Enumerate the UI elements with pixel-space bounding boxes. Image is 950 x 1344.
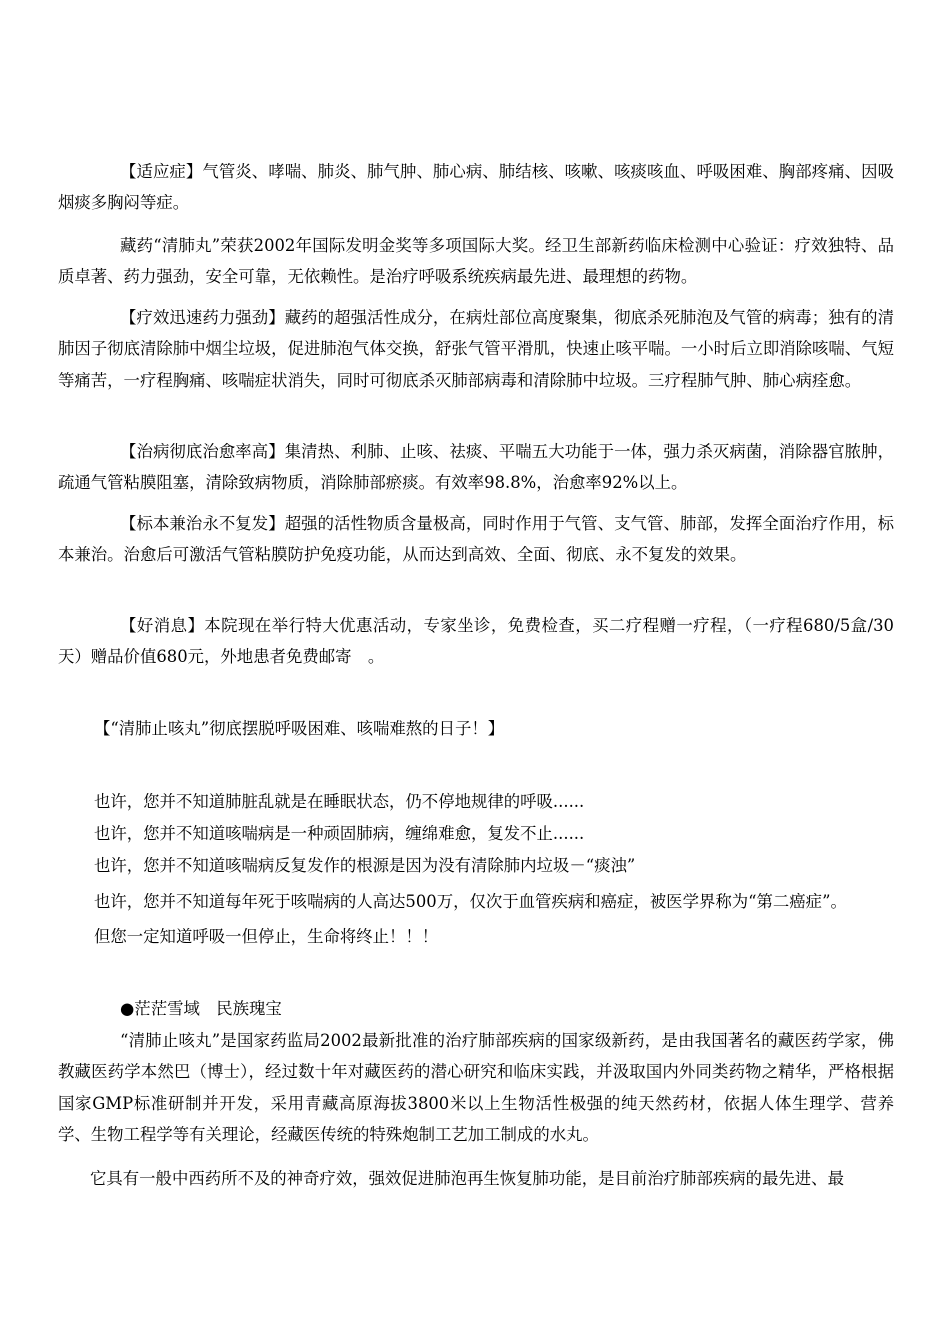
- perhaps-line: 也许，您并不知道咳喘病反复发作的根源是因为没有清除肺内垃圾－“痰浊”: [94, 856, 636, 875]
- cure-rate-paragraph: 【治病彻底治愈率高】集清热、利肺、止咳、祛痰、平喘五大功能于一体，强力杀灭病菌，消除器官脓肿，疏通气管粘膜阻塞，清除致病物质，消除肺部瘀痰。有效率98.8%，治愈率92%以上。: [58, 442, 894, 493]
- no-relapse-paragraph: 【标本兼治永不复发】超强的活性物质含量极高，同时作用于气管、支气管、肺部，发挥全面治疗作用，标本兼治。治愈后可激活气管粘膜防护免疫功能，从而达到高效、全面、彻底、永不复发的效果。: [58, 514, 894, 565]
- product-paragraph: “清肺止咳丸”是国家药监局2002最新批准的治疗肺部疾病的国家级新药，是由我国著名的藏医药学家，佛教藏医药学本然巴（博士），经过数十年对藏医药的潜心研究和临床实践，并汲取国内外同类药物之精华，严格根据国家GMP标准研制并开发，采用青藏高原海拔3800米以上生物活性极强的纯天然药材，依据人体生理学、营养学、生物工程学等有关理论，经藏医传统的特殊炮制工艺加工制成的水丸。: [58, 1031, 894, 1144]
- perhaps-line: 也许，您并不知道咳喘病是一种顽固肺病，缠绵难愈，复发不止......: [94, 824, 585, 843]
- perhaps-line: 也许，您并不知道肺脏乱就是在睡眠状态，仍不停地规律的呼吸......: [94, 792, 585, 811]
- indications-paragraph: 【适应症】气管炎、哮喘、肺炎、肺气肿、肺心病、肺结核、咳嗽、咳痰咳血、呼吸困难、胸部疼痛、因吸烟痰多胸闷等症。: [58, 162, 894, 213]
- award-paragraph: 藏药“清肺丸”荣获2002年国际发明金奖等多项国际大奖。经卫生部新药临床检测中心验证：疗效独特、品质卓著、药力强劲，安全可靠，无依赖性。是治疗呼吸系统疾病最先进、最理想的药物。: [58, 236, 894, 287]
- perhaps-line: 但您一定知道呼吸一但停止，生命将终止！！！: [94, 927, 439, 946]
- headline: 【“清肺止咳丸”彻底摆脱呼吸困难、咳喘难熬的日子！】: [94, 719, 505, 738]
- fast-efficacy-paragraph: 【疗效迅速药力强劲】藏药的超强活性成分，在病灶部位高度聚集，彻底杀死肺泡及气管的病毒；独有的清肺因子彻底清除肺中烟尘垃圾，促进肺泡气体交换，舒张气管平滑肌，快速止咳平喘。一小时后立即消除咳喘、气短等痛苦，一疗程胸痛、咳喘症状消失，同时可彻底杀灭肺部病毒和清除肺中垃圾。三疗程肺气肿、肺心病痊愈。: [58, 308, 894, 390]
- perhaps-line: 也许，您并不知道每年死于咳喘病的人高达500万，仅次于血管疾病和癌症，被医学界称为“第二癌症”。: [94, 892, 847, 911]
- good-news-paragraph: 【好消息】本院现在举行特大优惠活动，专家坐诊，免费检查，买二疗程赠一疗程，（一疗程680/5盒/30天）赠品价值680元，外地患者免费邮寄 。: [58, 616, 894, 667]
- section-title: ●茫茫雪域 民族瑰宝: [120, 999, 282, 1018]
- efficacy-paragraph: 它具有一般中西药所不及的神奇疗效，强效促进肺泡再生恢复肺功能，是目前治疗肺部疾病的最先进、最: [90, 1169, 844, 1188]
